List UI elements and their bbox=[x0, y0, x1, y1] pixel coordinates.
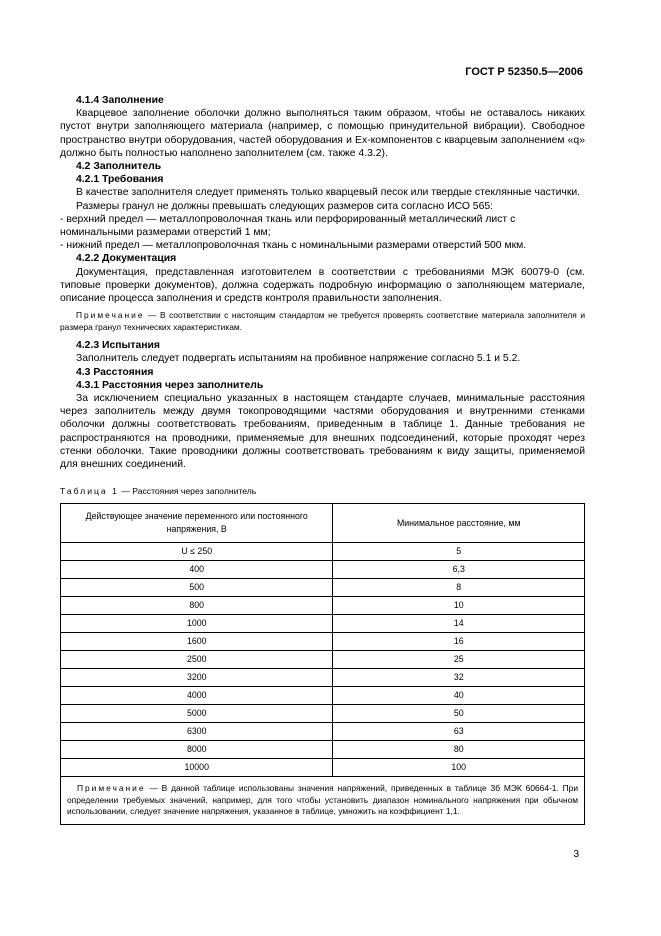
section-4-2-3-text: Заполнитель следует подвергать испытаниям на пробивное напряжение согласно 5.1 и 5.2. bbox=[76, 353, 521, 365]
voltage-cell: 3200 bbox=[61, 669, 333, 687]
table-note-text: — В данной таблице использованы значения напряжений, приведенных в таблице 3б МЭК 60664-1. При определении требуемых значений, например, для того чтобы установить диапазон номинального напряжения при обычном использовании, следует значение напряжения, указанное в таблице, умножить на коэффициент 1,1. bbox=[67, 783, 579, 817]
section-4-2-1-title: 4.2.1 Требования bbox=[76, 174, 164, 186]
table-row bbox=[61, 759, 585, 777]
table-row bbox=[61, 651, 585, 669]
distance-cell: 100 bbox=[333, 759, 585, 777]
distance-cell: 40 bbox=[333, 687, 585, 705]
section-4-1-4-title: 4.1.4 Заполнение bbox=[76, 95, 164, 106]
section-4-3-1-text: За исключением специально указанных в настоящем стандарте случаев, минимальные расстояния через заполнитель между двумя токопроводящими частями оборудования и внутренними стенками оболочки должны соответствовать требованиям, приведенным в таблице 1. Данные требования не распространяются на проводники, применяемые для внешних подсоединений, которые проходят через стенки оболочки. Такие проводники должны соответствовать требованиям к виду защиты, применяемой для внешних соединений. bbox=[60, 393, 585, 471]
distance-cell: 5 bbox=[333, 543, 585, 561]
table-header-voltage: Действующее значение переменного или постоянного напряжения, В bbox=[61, 504, 333, 543]
table-row bbox=[61, 597, 585, 615]
table-header-distance: Минимальное расстояние, мм bbox=[333, 504, 585, 543]
voltage-cell: U ≤ 250 bbox=[61, 543, 333, 561]
table-row bbox=[61, 561, 585, 579]
voltage-cell: 2500 bbox=[61, 651, 333, 669]
voltage-cell: 8000 bbox=[61, 741, 333, 759]
distance-cell: 10 bbox=[333, 597, 585, 615]
table-row bbox=[61, 615, 585, 633]
section-4-2-1-paragraph-2: Размеры гранул не должны превышать следующих размеров сита согласно ИСО 565: bbox=[76, 200, 494, 212]
distance-cell: 63 bbox=[333, 723, 585, 741]
table-row bbox=[61, 723, 585, 741]
distance-cell: 8 bbox=[333, 579, 585, 597]
section-4-2-2-title: 4.2.2 Документация bbox=[76, 253, 177, 265]
table-body bbox=[61, 543, 585, 777]
voltage-cell: 1600 bbox=[61, 633, 333, 651]
voltage-cell: 10000 bbox=[61, 759, 333, 777]
voltage-cell: 800 bbox=[61, 597, 333, 615]
table-row bbox=[61, 741, 585, 759]
table-row bbox=[61, 687, 585, 705]
voltage-cell: 6300 bbox=[61, 723, 333, 741]
section-4-2-1-paragraph-1: В качестве заполнителя следует применять только кварцевый песок или твердые стеклянные частички. bbox=[76, 187, 581, 199]
section-4-1-4-text: Кварцевое заполнение оболочки должно выполняться таким образом, чтобы не оставалось никаких пустот внутри заполняющего материала (например, с помощью принудительной вибрации). Свободное пространство внутри оборудования, частей оборудования и Ex-компонентов с кварцевым заполнением «q» должно быть полностью наполнено заполнителем (см. также 4.3.2). bbox=[60, 108, 585, 159]
voltage-cell: 400 bbox=[61, 561, 333, 579]
distances-table bbox=[60, 503, 585, 777]
distance-cell: 16 bbox=[333, 633, 585, 651]
distance-cell: 32 bbox=[333, 669, 585, 687]
note-1-label: Примечание bbox=[76, 310, 145, 321]
table-caption-label: Таблица 1 bbox=[60, 486, 119, 497]
table-note bbox=[60, 777, 585, 825]
section-4-2-2-text: Документация, представленная изготовителем в соответствии с требованиями МЭК 60079-0 (см. типовые проверки документов), должна содержать подробную информацию о заполняющем материале, описание процесса заполнения и средств контроля правильности заполнения. bbox=[60, 266, 585, 305]
table-caption bbox=[60, 485, 585, 498]
table-row bbox=[61, 705, 585, 723]
distance-cell: 25 bbox=[333, 651, 585, 669]
distance-cell: 50 bbox=[333, 705, 585, 723]
page-content bbox=[60, 94, 585, 825]
note-1 bbox=[60, 309, 585, 333]
voltage-cell: 4000 bbox=[61, 687, 333, 705]
table-row bbox=[61, 669, 585, 687]
section-4-2-title: 4.2 Заполнитель bbox=[76, 161, 162, 173]
table-row bbox=[61, 579, 585, 597]
voltage-cell: 1000 bbox=[61, 615, 333, 633]
section-4-2-3-title: 4.2.3 Испытания bbox=[76, 340, 160, 352]
section-4-3-1-title: 4.3.1 Расстояния через заполнитель bbox=[76, 379, 264, 391]
table-row bbox=[61, 633, 585, 651]
section-4-2-1-list-item-2: - нижний предел — металлопроволочная ткань с номинальными размерами отверстий 500 мкм. bbox=[60, 240, 527, 252]
distance-cell: 6,3 bbox=[333, 561, 585, 579]
voltage-cell: 500 bbox=[61, 579, 333, 597]
table-caption-text: — Расстояния через заполнитель bbox=[121, 486, 257, 497]
table-header-row bbox=[61, 504, 585, 543]
section-4-2-1-list-item-1: - верхний предел — металлопроволочная ткань или перфорированный металлический лист с номинальными размерами отверстий 1 мм; bbox=[60, 213, 516, 239]
document-id: ГОСТ Р 52350.5—2006 bbox=[465, 66, 583, 78]
voltage-cell: 5000 bbox=[61, 705, 333, 723]
page-number: 3 bbox=[573, 849, 579, 860]
table-note-label: Примечание bbox=[77, 783, 146, 794]
distance-cell: 14 bbox=[333, 615, 585, 633]
note-1-text: — В соответствии с настоящим стандартом не требуется проверять соответствие материала заполнителя и размера гранул технических характеристикам. bbox=[60, 310, 585, 333]
section-4-3-title: 4.3 Расстояния bbox=[76, 366, 154, 378]
table-row bbox=[61, 543, 585, 561]
distance-cell: 80 bbox=[333, 741, 585, 759]
